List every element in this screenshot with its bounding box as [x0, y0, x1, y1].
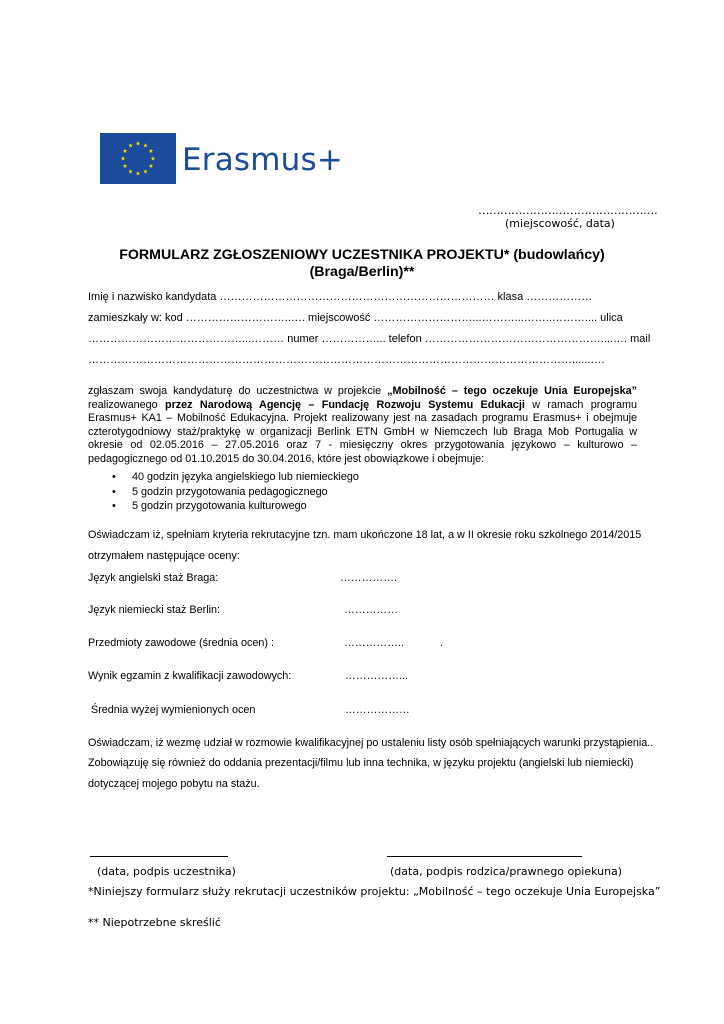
number-phone-mail-field[interactable]: ……………………………………...……… numer ……………... telefon …………………………………………....…. mail: [88, 333, 651, 345]
closing-line1: Oświadczam, iż wezmę udział w rozmowie kwalifikacyjnej po ustaleniu listy osób spełniających warunki przystąpienia..: [88, 737, 654, 749]
logo-text: Erasmus+: [182, 142, 344, 178]
star-icon: [149, 164, 154, 168]
mail-field[interactable]: ……………………………………………………………………………………………………………………......….: [88, 354, 605, 366]
closing-line2: Zobowiązuję się również do oddania prezentacji/filmu lub inna technika, w języku projektu (angielski lub niemiecki): [88, 757, 634, 769]
star-icon: [136, 171, 141, 175]
paragraph-text-3: w ramach programu Erasmus+ KA1 – Mobilność Edukacyjna. Projekt realizowany jest na zasadach programu Erasmus+ i obejmuje czterotygodniowy staż/praktykę w organizacji Berlink ETN GmbH w Niemczech lub Braga Mob Portugalia w okresie od 02.05.2016 – 27.05.2016 oraz 7 - miesięczny okres przygotowania językowo – kulturowo – pedagogicznego od 01.10.2015 do 30.04.2016, które jest obowiązkowe i obejmuje:: [88, 398, 637, 465]
form-title: [0, 247, 724, 281]
form-title-line2: (Braga/Berlin)**: [309, 264, 415, 280]
footnote-1: *Niniejszy formularz służy rekrutacji uczestników projektu: „Mobilność – tego oczekuje Unia Europejska”: [88, 885, 661, 898]
star-icon: [128, 169, 133, 173]
grade-value-vocational[interactable]: …………….. .: [344, 637, 443, 649]
grade-value-average[interactable]: ………………: [345, 704, 410, 716]
grade-value-exam[interactable]: ……………...: [345, 670, 408, 682]
grade-value-english[interactable]: …………….: [340, 572, 397, 584]
list-item: • 40 godzin języka angielskiego lub niemieckiego: [112, 470, 359, 485]
parent-signature-line[interactable]: [387, 856, 582, 857]
star-icon: [123, 164, 128, 168]
grade-label-vocational: Przedmioty zawodowe (średnia ocen) :: [88, 637, 275, 649]
project-name: „Mobilność – tego oczekuje Unia Europejska”: [387, 385, 638, 397]
declaration-line2: otrzymałem następujące oceny:: [88, 550, 240, 562]
form-title-line1: FORMULARZ ZGŁOSZENIOWY UCZESTNIKA PROJEKTU* (budowlańcy): [119, 247, 605, 263]
agency-name: przez Narodową Agencję – Fundację Rozwoju Systemu Edukacji: [164, 398, 525, 411]
star-icon: [121, 156, 126, 160]
star-icon: [151, 156, 156, 160]
closing-line3: dotyczącej mojego pobytu na stażu.: [88, 778, 260, 790]
footnote-2: ** Niepotrzebne skreślić: [88, 916, 221, 929]
paragraph-text-1: zgłaszam swoja kandydaturę do uczestnictwa w projekcie: [88, 385, 388, 397]
declaration-line1: Oświadczam iż, spełniam kryteria rekrutacyjne tzn. mam ukończone 18 lat, a w II okresie roku szkolnego 2014/2015: [88, 529, 642, 541]
star-icon: [136, 141, 141, 145]
place-date-label: (miejscowość, data): [505, 217, 615, 230]
paragraph-text-2: realizowanego: [88, 398, 165, 411]
list-item: • 5 godzin przygotowania pedagogicznego: [112, 485, 359, 500]
parent-signature-label: (data, podpis rodzica/prawnego opiekuna): [390, 865, 623, 878]
name-class-field[interactable]: Imię i nazwisko kandydata ………………………………………………………………… klasa ………………: [88, 291, 593, 303]
grade-label-german: Język niemiecki staż Berlin:: [88, 604, 221, 616]
grade-label-average: Średnia wyżej wymienionych ocen: [88, 704, 256, 716]
grade-value-german[interactable]: ……………: [344, 604, 398, 616]
list-item: • 5 godzin przygotowania kulturowego: [112, 499, 359, 514]
erasmus-logo: [100, 133, 343, 184]
address-field[interactable]: zamieszkały w: kod ………………………..…. miejscowość ………………………...………...……..……….... ulica: [88, 312, 623, 324]
grade-label-exam: Wynik egzamin z kwalifikacji zawodowych:: [88, 670, 292, 682]
place-date-dots: ………………………………………….: [478, 203, 658, 217]
star-icon: [123, 149, 128, 153]
training-list: [112, 470, 359, 514]
student-signature-label: (data, podpis uczestnika): [97, 865, 236, 878]
grade-label-english: Język angielski staż Braga:: [88, 572, 219, 584]
eu-flag-icon: [100, 133, 176, 184]
star-icon: [128, 143, 133, 147]
student-signature-line[interactable]: [90, 856, 228, 857]
star-icon: [143, 143, 148, 147]
star-icon: [149, 149, 154, 153]
star-icon: [143, 169, 148, 173]
application-paragraph: [88, 385, 637, 466]
